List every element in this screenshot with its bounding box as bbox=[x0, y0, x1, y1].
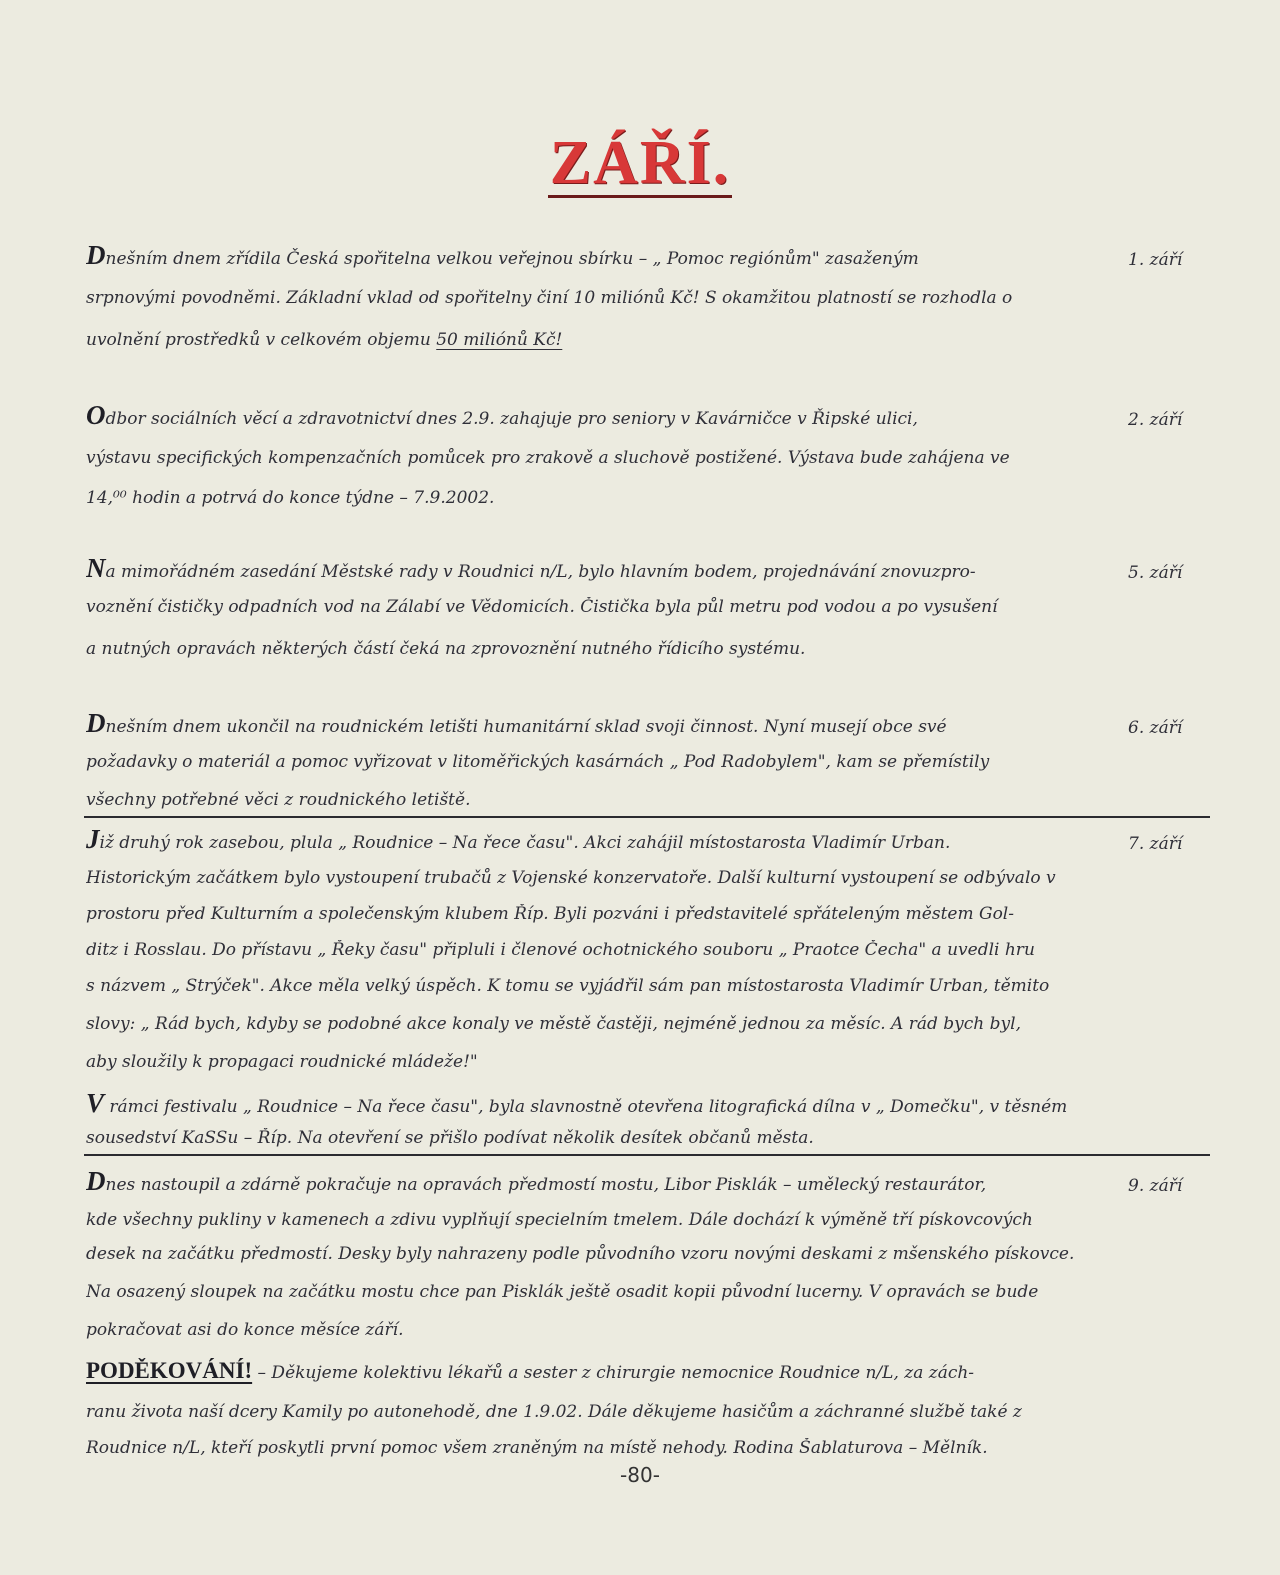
entry-text-line: iž druhý rok zasebou, plula „ Roudnice – Na řece času". Akci zahájil místostarosta Vladimír Urban. bbox=[99, 833, 951, 853]
initial-letter: D bbox=[86, 708, 106, 738]
entry-text-line: prostoru před Kulturním a společenským klubem Říp. Byli pozváni i představitelé spřáteleným městem Gol- bbox=[86, 904, 1014, 924]
initial-letter: J bbox=[86, 824, 100, 854]
entry-text-line: sousedství KaSSu – Říp. Na otevření se přišlo podívat několik desítek občanů města. bbox=[86, 1128, 814, 1148]
entry-text-line: nešním dnem ukončil na roudnickém letišti humanitární sklad svoji činnost. Nyní musejí obce své bbox=[105, 717, 947, 737]
entry-text-line: ditz i Rosslau. Do přístavu „ Řeky času" připluli i členové ochotnického souboru „ Praotce Čecha" a uvedli hru bbox=[86, 940, 1035, 960]
entry-date: 6. září bbox=[1128, 718, 1183, 738]
initial-letter: N bbox=[86, 553, 106, 583]
entry-date: 1. září bbox=[1128, 250, 1183, 270]
entry-text-line: nešním dnem zřídila Česká spořitelna velkou veřejnou sbírku – „ Pomoc regiónům" zasaženým bbox=[105, 249, 919, 269]
initial-letter: D bbox=[86, 1166, 106, 1196]
thanks-heading: PODĚKOVÁNÍ! bbox=[86, 1358, 253, 1383]
entry-text-line: dbor sociálních věcí a zdravotnictví dnes 2.9. zahajuje pro seniory v Kavárničce v Řipské ulici, bbox=[105, 409, 918, 429]
entry-text-line: výstavu specifických kompenzačních pomůcek pro zrakově a sluchově postižené. Výstava bude zahájena ve bbox=[86, 448, 1010, 468]
entry-text-line: s názvem „ Strýček". Akce měla velký úspěch. K tomu se vyjádřil sám pan místostarosta Vladimír Urban, těmito bbox=[86, 976, 1050, 996]
entry-text-line: a mimořádném zasedání Městské rady v Roudnici n/L, bylo hlavním bodem, projednávání znovuzpro- bbox=[105, 562, 976, 582]
highlight-amount: 50 miliónů Kč! bbox=[436, 330, 563, 350]
separator-line bbox=[84, 1154, 1210, 1156]
entry-text-line: Roudnice n/L, kteří poskytli první pomoc všem zraněným na místě nehody. Rodina Šablaturova – Mělník. bbox=[86, 1438, 988, 1458]
page-title bbox=[0, 128, 1280, 199]
entry-text-line: Na osazený sloupek na začátku mostu chce pan Pisklák ještě osadit kopii původní lucerny. V opravách se bude bbox=[86, 1282, 1039, 1302]
entry-text-line: nes nastoupil a zdárně pokračuje na opravách předmostí mostu, Libor Pisklák – umělecký restaurátor, bbox=[105, 1175, 987, 1195]
page-number: -80- bbox=[620, 1463, 660, 1487]
entry-text-line: uvolnění prostředků v celkovém objemu bbox=[86, 330, 431, 350]
entry-text-line: voznění čističky odpadních vod na Zálabí ve Vědomicích. Čistička byla půl metru pod vodou a po vysušení bbox=[86, 597, 998, 617]
entry-text-line: všechny potřebné věci z roudnického letiště. bbox=[86, 790, 471, 810]
page-title-text: ZÁŘÍ. bbox=[549, 129, 731, 197]
entry-date: 5. září bbox=[1128, 563, 1183, 583]
entry-text-line: kde všechny pukliny v kamenech a zdivu vyplňují specielním tmelem. Dále dochází k výměně tří pískovcových bbox=[86, 1210, 1033, 1230]
entry-text-line: srpnovými povodněmi. Základní vklad od spořitelny činí 10 miliónů Kč! S okamžitou platností se rozhodla o bbox=[86, 288, 1013, 308]
initial-letter: D bbox=[86, 240, 106, 270]
entry-text-line: rámci festivalu „ Roudnice – Na řece času", byla slavnostně otevřena litografická dílna v „ Domečku", v těsném bbox=[104, 1097, 1068, 1117]
entry-text-line: ranu života naší dcery Kamily po autonehodě, dne 1.9.02. Dále děkujeme hasičům a záchranné službě také z bbox=[86, 1402, 1022, 1422]
entry-text-line: Historickým začátkem bylo vystoupení trubačů z Vojenské konzervatoře. Další kulturní vystoupení se odbývalo v bbox=[86, 868, 1056, 888]
entry-date: 9. září bbox=[1128, 1176, 1183, 1196]
entry-text-line: slovy: „ Rád bych, kdyby se podobné akce konaly ve městě častěji, nejméně jednou za měsíc. A rád bych byl, bbox=[86, 1014, 1021, 1034]
entry-date: 7. září bbox=[1128, 834, 1183, 854]
entry-text-line: pokračovat asi do konce měsíce září. bbox=[86, 1320, 404, 1340]
initial-letter: O bbox=[86, 400, 106, 430]
entry-text-line: a nutných opravách některých částí čeká na zprovoznění nutného řídicího systému. bbox=[86, 639, 806, 659]
entry-text-line: 14,⁰⁰ hodin a potrvá do konce týdne – 7.9.2002. bbox=[86, 488, 495, 508]
initial-letter: V bbox=[86, 1088, 105, 1118]
entry-text-line: desek na začátku předmostí. Desky byly nahrazeny podle původního vzoru novými deskami z mšenského pískovce. bbox=[86, 1244, 1075, 1264]
separator-line bbox=[84, 816, 1210, 818]
entry-date: 2. září bbox=[1128, 410, 1183, 430]
entry-text-line: aby sloužily k propagaci roudnické mládeže!" bbox=[86, 1052, 478, 1072]
entry-text-line: – Děkujeme kolektivu lékařů a sester z chirurgie nemocnice Roudnice n/L, za zách- bbox=[252, 1363, 975, 1383]
entry-text-line: požadavky o materiál a pomoc vyřizovat v litoměřických kasárnách „ Pod Radobylem", kam se přemístily bbox=[86, 752, 990, 772]
